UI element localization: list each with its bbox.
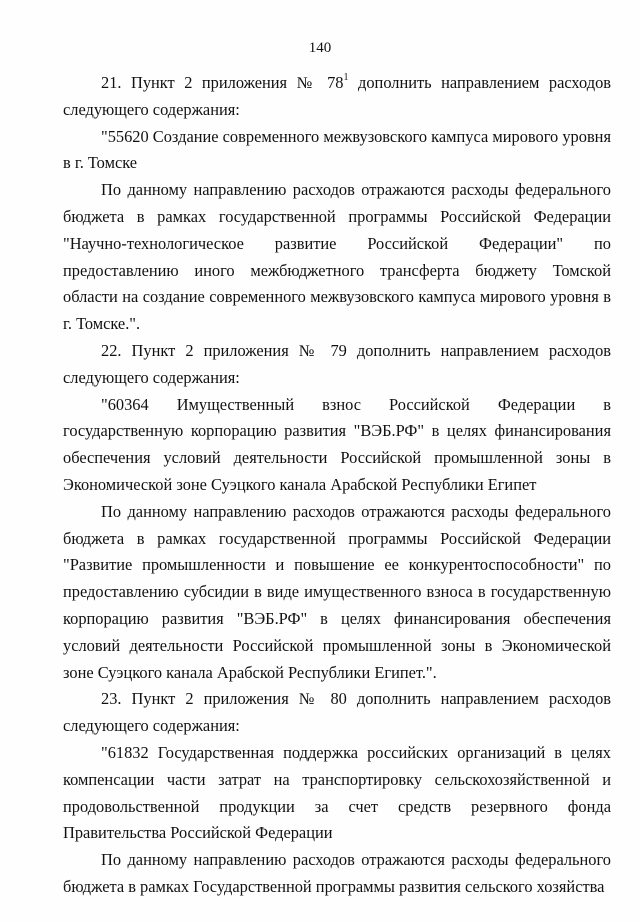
document-body: [63, 70, 611, 901]
code-line-55620: "55620 Создание современного межвузовского кампуса мирового уровня в г. Томске: [63, 126, 611, 173]
description-60364: По данному направлению расходов отражаются расходы федерального бюджета в рамках государственной программы Российской Федерации "Развитие промышленности и повышение ее конкурентоспособности" по предоставлению субсидии в виде имущественного взноса в государственную корпорацию развития "ВЭБ.РФ" в целях финансирования обеспечения условий деятельности Российской промышленной зоны в Экономической зоне Суэцкого канала Арабской Республики Египет.".: [63, 501, 611, 682]
footnote-superscript: 1: [343, 72, 349, 83]
description-55620: По данному направлению расходов отражаются расходы федерального бюджета в рамках государственной программы Российской Федерации "Научно-технологическое развитие Российской Федерации" по предоставлению иного межбюджетного трансферта бюджету Томской области на создание современного межвузовского кампуса мирового уровня в г. Томске.".: [63, 180, 611, 334]
code-line-60364: "60364 Имущественный взнос Российской Федерации в государственную корпорацию развития "ВЭБ.РФ" в целях финансирования обеспечения условий деятельности Российской промышленной зоны в Экономической зоне Суэцкого канала Арабской Республики Египет: [63, 394, 611, 494]
clause-21-text: 21. Пункт 2 приложения № 78: [101, 73, 344, 92]
clause-21: [63, 70, 611, 124]
code-line-61832: "61832 Государственная поддержка российских организаций в целях компенсации части затрат на транспортировку сельскохозяйственной и продовольственной продукции за счет средств резервного фонда Правительства Российской Федерации: [63, 742, 611, 843]
page-number: 140: [308, 40, 332, 56]
description-61832: По данному направлению расходов отражаются расходы федерального бюджета в рамках Государственной программы развития сельского хозяйства: [63, 850, 611, 896]
clause-22: 22. Пункт 2 приложения № 79 дополнить направлением расходов следующего содержания:: [63, 340, 611, 387]
clause-21-text-rest: дополнить направлением расходов следующего содержания:: [63, 73, 611, 119]
clause-23: 23. Пункт 2 приложения № 80 дополнить направлением расходов следующего содержания:: [63, 689, 611, 736]
